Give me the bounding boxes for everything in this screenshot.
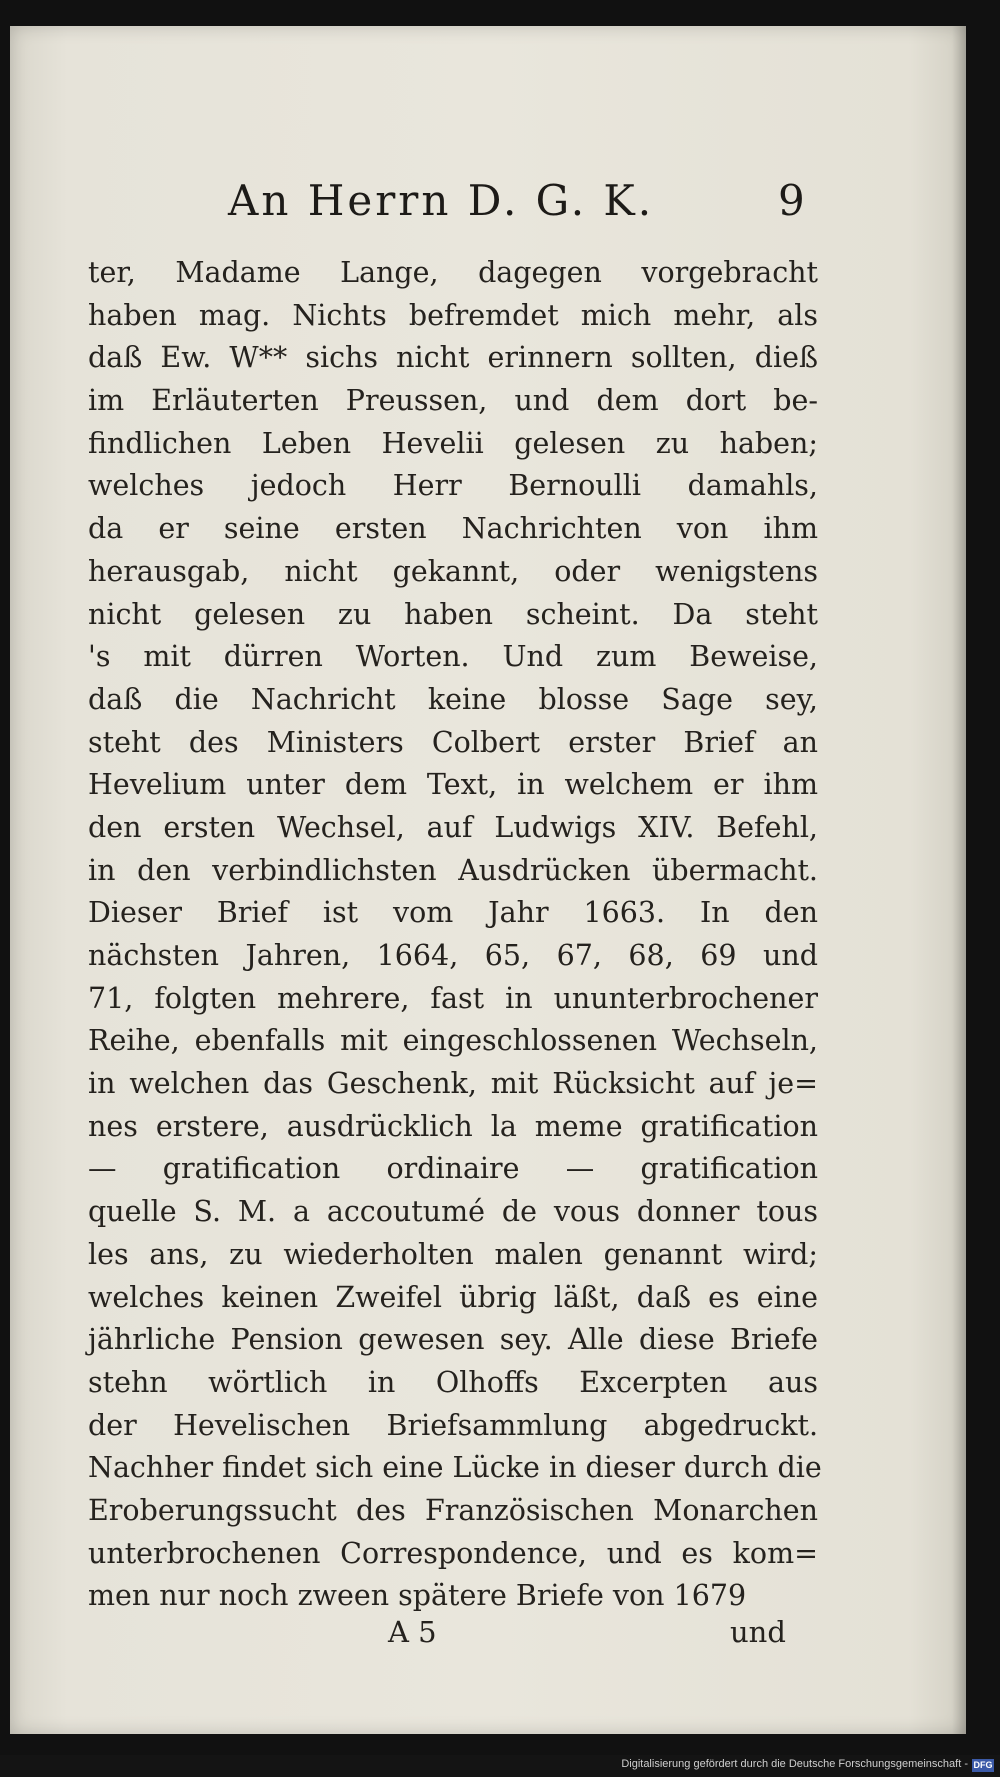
text-line: Eroberungssucht des Französischen Monarchen xyxy=(88,1493,818,1527)
text-line: quelle S. M. a accoutumé de vous donner tous xyxy=(88,1195,818,1229)
text-line: jährliche Pension gewesen sey. Alle diese Briefe xyxy=(88,1323,818,1357)
credit-text: Digitalisierung gefördert durch die Deutsche Forschungsgemeinschaft - xyxy=(621,1758,968,1770)
text-line: Dieser Brief ist vom Jahr 1663. In den xyxy=(88,896,818,930)
dfg-logo: DFG xyxy=(973,1760,993,1770)
text-line: unterbrochenen Correspondence, und es kom= xyxy=(88,1536,818,1570)
text-line: den ersten Wechsel, auf Ludwigs XIV. Befehl, xyxy=(88,810,818,844)
text-line: welches keinen Zweifel übrig läßt, daß es eine xyxy=(88,1280,818,1314)
body-text xyxy=(88,252,822,1618)
text-line: ter, Madame Lange, dagegen vorgebracht xyxy=(88,256,818,289)
text-line: nächsten Jahren, 1664, 65, 67, 68, 69 und xyxy=(88,939,818,972)
text-line: haben mag. Nichts befremdet mich mehr, als xyxy=(88,298,818,332)
text-line: Hevelium unter dem Text, in welchem er ihm xyxy=(88,768,818,802)
text-line: stehn wörtlich in Olhoffs Excerpten aus xyxy=(88,1365,818,1399)
signature-mark: A 5 xyxy=(388,1615,437,1649)
credit-bar xyxy=(0,1755,1000,1777)
catchword: und xyxy=(730,1615,786,1649)
text-line: daß Ew. W** sichs nicht erinnern sollten, dieß xyxy=(88,341,818,375)
running-head: An Herrn D. G. K. xyxy=(228,176,655,225)
text-line: findlichen Leben Hevelii gelesen zu haben; xyxy=(88,426,818,460)
text-line: 's mit dürren Worten. Und zum Beweise, xyxy=(88,640,818,674)
text-line: nes erstere, ausdrücklich la meme gratification xyxy=(88,1109,818,1143)
text-line: in welchen das Geschenk, mit Rücksicht auf je= xyxy=(88,1067,818,1101)
text-line: steht des Ministers Colbert erster Brief an xyxy=(88,725,818,759)
book-page xyxy=(10,26,966,1734)
text-line: men nur noch zween spätere Briefe von 1679 xyxy=(88,1579,747,1613)
text-line: im Erläuterten Preussen, und dem dort be- xyxy=(88,384,818,418)
text-line: daß die Nachricht keine blosse Sage sey, xyxy=(88,682,818,716)
page-number: 9 xyxy=(778,176,805,225)
text-line: — gratification ordinaire — gratification xyxy=(88,1152,818,1186)
text-line: Reihe, ebenfalls mit eingeschlossenen Wechseln, xyxy=(88,1024,818,1058)
text-line: der Hevelischen Briefsammlung abgedruckt. xyxy=(88,1408,818,1442)
page-header xyxy=(10,176,966,236)
text-line: les ans, zu wiederholten malen genannt wird; xyxy=(88,1237,818,1271)
text-line: nicht gelesen zu haben scheint. Da steht xyxy=(88,597,818,631)
text-line: da er seine ersten Nachrichten von ihm xyxy=(88,512,818,546)
text-line: in den verbindlichsten Ausdrücken übermacht. xyxy=(88,853,818,887)
page-footer xyxy=(10,1615,966,1659)
text-line: welches jedoch Herr Bernoulli damahls, xyxy=(88,469,818,503)
text-line: Nachher findet sich eine Lücke in dieser durch die xyxy=(88,1451,822,1485)
text-line: herausgab, nicht gekannt, oder wenigstens xyxy=(88,554,818,588)
text-line: 71, folgten mehrere, fast in ununterbrochener xyxy=(88,981,818,1015)
